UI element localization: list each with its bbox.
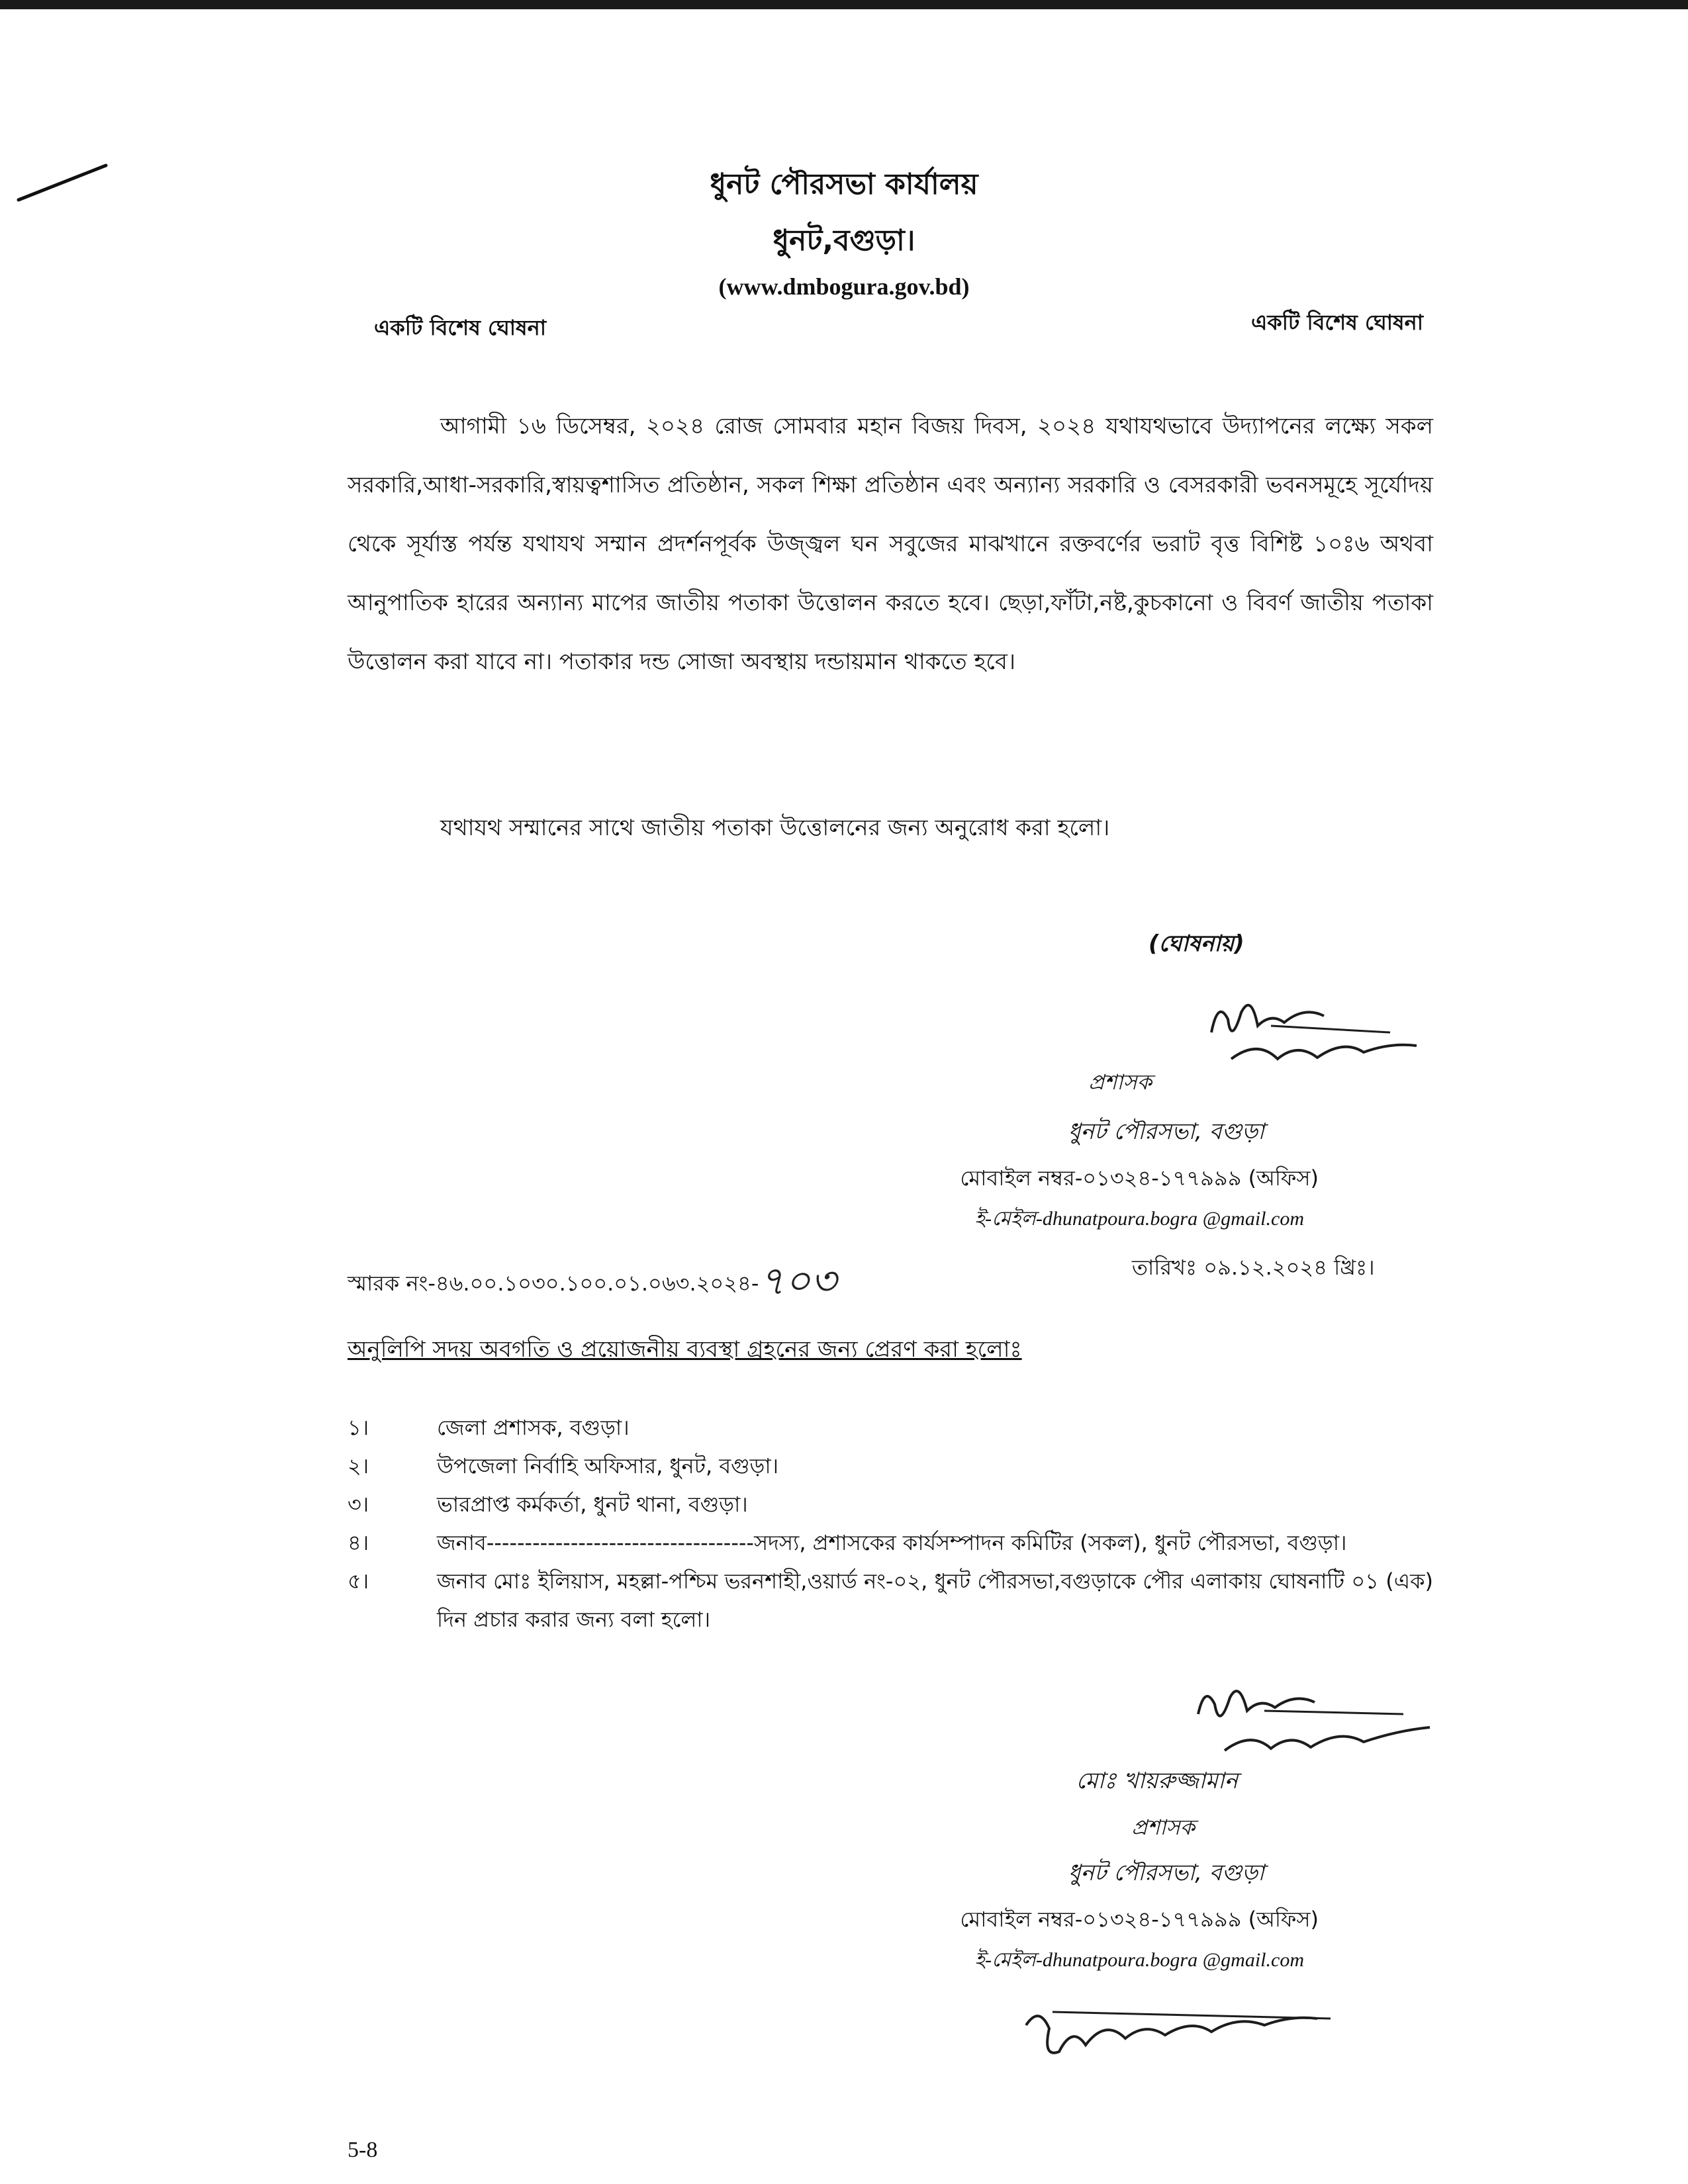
handwritten-signature-1	[1192, 986, 1456, 1079]
page-number: 5-8	[348, 2138, 378, 2162]
announcement-heading-left: একটি বিশেষ ঘোষনা	[374, 315, 547, 340]
list-item-text: জনাব-----------------------------------সদস্য, প্রশাসকের কার্যসম্পাদন কমিটির (সকল), ধুনট পৌরসভা, বগুড়া।	[437, 1530, 1347, 1555]
pen-stroke-mark	[13, 159, 113, 205]
list-item	[348, 1485, 1433, 1524]
scan-edge	[0, 0, 1688, 9]
list-item	[348, 1524, 1433, 1562]
list-item-number: ৫।	[348, 1569, 369, 1594]
signature-1-block	[735, 1066, 1331, 1236]
signature-2-name: মোঃ খায়রুজ্জামান	[1076, 1768, 1238, 1794]
list-item-number: ৪।	[348, 1530, 369, 1555]
signature-2-block	[735, 1764, 1331, 1978]
signature-1-email[interactable]: ই-মেইল-dhunatpoura.bogra @gmail.com	[974, 1208, 1304, 1230]
request-line: যথাযথ সম্মানের সাথে জাতীয় পতাকা উত্তোলনের জন্য অনুরোধ করা হলো।	[440, 815, 1110, 841]
list-item-number: ১।	[348, 1415, 369, 1440]
office-location: ধুনট,বগুড়া।	[773, 224, 915, 257]
office-title: ধুনট পৌরসভা কার্যালয়	[710, 167, 978, 201]
signature-2-mobile: মোবাইল নম্বর-০১৩২৪-১৭৭৯৯৯ (অফিস)	[960, 1907, 1319, 1932]
website-link[interactable]: (www.dmbogura.gov.bd)	[718, 273, 970, 300]
list-item	[348, 1562, 1433, 1639]
signature-1-office: ধুনট পৌরসভা, বগুড়া	[1068, 1118, 1264, 1145]
list-item	[348, 1447, 1433, 1485]
list-item	[348, 1408, 1433, 1447]
list-item-text: ভারপ্রাপ্ত কর্মকর্তা, ধুনট থানা, বগুড়া।	[437, 1492, 748, 1517]
list-item-text: জেলা প্রশাসক, বগুড়া।	[437, 1415, 630, 1440]
memo-prefix: স্মারক নং-৪৬.০০.১০৩০.১০০.০১.০৬৩.২০২৪-	[348, 1271, 759, 1296]
list-item-text: উপজেলা নির্বাহি অফিসার, ধুনট, বগুড়া।	[437, 1453, 779, 1479]
signature-2-office: ধুনট পৌরসভা, বগুড়া	[1068, 1860, 1264, 1886]
list-item-text: জনাব মোঃ ইলিয়াস, মহল্লা-পশ্চিম ভরনশাহী,ওয়ার্ড নং-০২, ধুনট পৌরসভা,বগুড়াকে পৌর এলাকায় ঘোষনাটি ০১ (এক) দিন প্রচার করার জন্য বলা হলো।	[437, 1569, 1433, 1632]
list-item-number: ৩।	[348, 1492, 369, 1517]
memo-handwritten-number: ৭০৩	[759, 1258, 837, 1304]
memo-date: তারিখঃ ০৯.১২.২০২৪ খ্রিঃ।	[1132, 1255, 1375, 1280]
copy-heading: অনুলিপি সদয় অবগতি ও প্রয়োজনীয় ব্যবস্থা গ্রহনের জন্য প্রেরণ করা হলোঃ	[348, 1336, 1022, 1363]
memo-number	[348, 1251, 836, 1317]
copy-list	[348, 1408, 1433, 1639]
signature-2-email[interactable]: ই-মেইল-dhunatpoura.bogra @gmail.com	[974, 1949, 1304, 1971]
announcement-heading-right: একটি বিশেষ ঘোষনা	[1251, 310, 1424, 335]
list-item-number: ২।	[348, 1453, 369, 1479]
announcer-label: (ঘোষনায়)	[1149, 931, 1244, 957]
handwritten-signature-2	[1178, 1674, 1470, 1767]
handwritten-initials	[1013, 1999, 1357, 2071]
announcement-body: আগামী ১৬ ডিসেম্বর, ২০২৪ রোজ সোমবার মহান বিজয় দিবস, ২০২৪ যথাযথভাবে উদ্যাপনের লক্ষ্যে সকল সরকারি,আধা-সরকারি,স্বায়ত্বশাসিত প্রতিষ্ঠান, সকল শিক্ষা প্রতিষ্ঠান এবং অন্যান্য সরকারি ও বেসরকারী ভবনসমূহে সূর্যোদয় থেকে সূর্যাস্ত পর্যন্ত যথাযথ সম্মান প্রদর্শনপূর্বক উজ্জ্বল ঘন সবুজের মাঝখানে রক্তবর্ণের ভরাট বৃত্ত বিশিষ্ট ১০ঃ৬ অথবা আনুপাতিক হারের অন্যান্য মাপের জাতীয় পতাকা উত্তোলন করতে হবে। ছেড়া,ফাঁটা,নষ্ট,কুচকানো ও বিবর্ণ জাতীয় পতাকা উত্তোলন করা যাবে না। পতাকার দন্ড সোজা অবস্থায় দন্ডায়মান থাকতে হবে।	[348, 413, 1433, 675]
signature-1-title: প্রশাসক	[1088, 1069, 1152, 1095]
signature-2-title: প্রশাসক	[1131, 1815, 1195, 1840]
signature-1-mobile: মোবাইল নম্বর-০১৩২৪-১৭৭৯৯৯ (অফিস)	[960, 1165, 1319, 1191]
